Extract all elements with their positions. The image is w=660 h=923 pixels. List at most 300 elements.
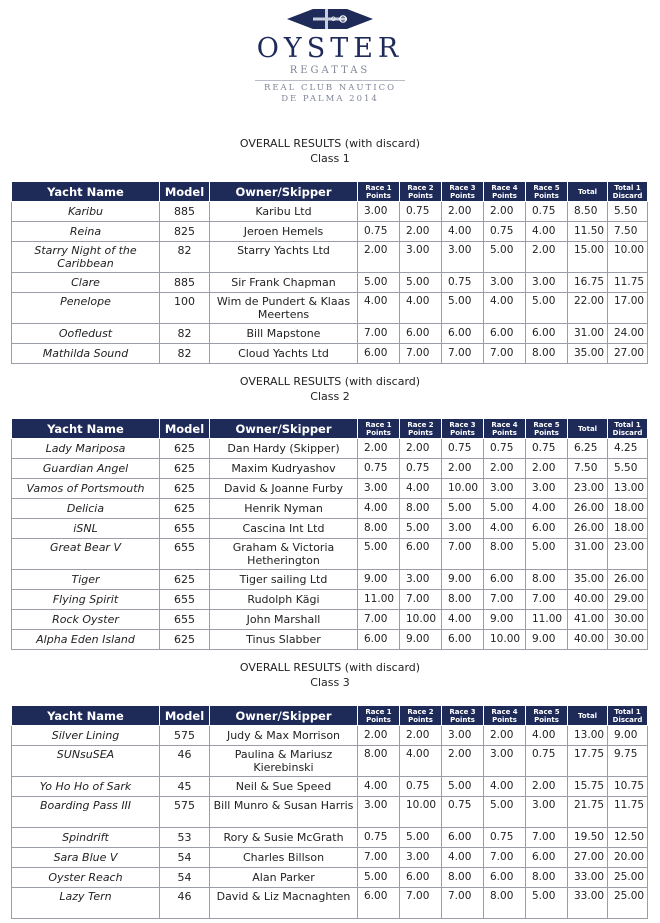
race2-points-cell: 3.00 (400, 570, 442, 590)
owner-skipper-cell: Bill Munro & Susan Harris (210, 797, 358, 828)
column-header-race1-points: Race 1 Points (358, 182, 400, 202)
model-cell: 655 (160, 590, 210, 610)
yacht-name-cell: Penelope (12, 293, 160, 324)
model-cell: 46 (160, 888, 210, 919)
race1-points-cell: 0.75 (358, 222, 400, 242)
race3-points-cell: 7.00 (442, 888, 484, 919)
race3-points-cell: 0.75 (442, 439, 484, 459)
logo-divider (255, 80, 405, 81)
total-discard-cell: 25.00 (608, 868, 648, 888)
total-discard-cell: 12.50 (608, 828, 648, 848)
total-cell: 35.00 (568, 344, 608, 364)
model-cell: 82 (160, 242, 210, 273)
table-row (12, 439, 648, 459)
column-header-total: Total (568, 419, 608, 439)
yacht-name-cell: Mathilda Sound (12, 344, 160, 364)
column-header-race4-points: Race 4 Points (484, 419, 526, 439)
table-row (12, 479, 648, 499)
column-header-race1-points: Race 1 Points (358, 419, 400, 439)
total-discard-cell: 23.00 (608, 539, 648, 570)
race3-points-cell: 5.00 (442, 777, 484, 797)
race3-points-cell: 8.00 (442, 868, 484, 888)
yacht-name-cell: Karibu (12, 202, 160, 222)
total-discard-cell: 4.25 (608, 439, 648, 459)
total-cell: 33.00 (568, 868, 608, 888)
table-row (12, 888, 648, 919)
race2-points-cell: 6.00 (400, 868, 442, 888)
yacht-name-cell: iSNL (12, 519, 160, 539)
total-cell: 41.00 (568, 610, 608, 630)
total-cell: 8.50 (568, 202, 608, 222)
race3-points-cell: 0.75 (442, 273, 484, 293)
total-discard-cell: 26.00 (608, 570, 648, 590)
total-cell: 26.00 (568, 519, 608, 539)
race5-points-cell: 8.00 (526, 570, 568, 590)
race3-points-cell: 4.00 (442, 222, 484, 242)
table-row (12, 539, 648, 570)
table-row (12, 848, 648, 868)
table-row (12, 242, 648, 273)
total-discard-cell: 17.00 (608, 293, 648, 324)
race5-points-cell: 3.00 (526, 273, 568, 293)
race3-points-cell: 2.00 (442, 202, 484, 222)
model-cell: 575 (160, 726, 210, 746)
model-cell: 625 (160, 630, 210, 650)
section-heading-class3 (0, 660, 660, 690)
owner-skipper-cell: Sir Frank Chapman (210, 273, 358, 293)
section-class: Class 1 (310, 152, 350, 165)
race1-points-cell: 8.00 (358, 746, 400, 777)
total-cell: 13.00 (568, 726, 608, 746)
yacht-name-cell: Tiger (12, 570, 160, 590)
total-cell: 15.00 (568, 242, 608, 273)
total-cell: 16.75 (568, 273, 608, 293)
table-row (12, 828, 648, 848)
column-header-total-discard: Total 1 Discard (608, 419, 648, 439)
total-cell: 35.00 (568, 570, 608, 590)
model-cell: 885 (160, 202, 210, 222)
race5-points-cell: 3.00 (526, 479, 568, 499)
column-header-race2-points: Race 2 Points (400, 182, 442, 202)
owner-skipper-cell: David & Liz Macnaghten (210, 888, 358, 919)
total-discard-cell: 29.00 (608, 590, 648, 610)
total-discard-cell: 9.75 (608, 746, 648, 777)
total-discard-cell: 9.00 (608, 726, 648, 746)
section-class: Class 3 (310, 676, 350, 689)
race1-points-cell: 2.00 (358, 242, 400, 273)
model-cell: 655 (160, 539, 210, 570)
race1-points-cell: 8.00 (358, 519, 400, 539)
yacht-name-cell: Lazy Tern (12, 888, 160, 919)
model-cell: 625 (160, 459, 210, 479)
table-row (12, 726, 648, 746)
column-header-model: Model (160, 706, 210, 726)
total-cell: 27.00 (568, 848, 608, 868)
column-header-owner-skipper: Owner/Skipper (210, 419, 358, 439)
race1-points-cell: 2.00 (358, 439, 400, 459)
column-header-model: Model (160, 182, 210, 202)
race4-points-cell: 0.75 (484, 439, 526, 459)
race2-points-cell: 5.00 (400, 519, 442, 539)
owner-skipper-cell: Cascina Int Ltd (210, 519, 358, 539)
race1-points-cell: 5.00 (358, 273, 400, 293)
yacht-name-cell: Silver Lining (12, 726, 160, 746)
race5-points-cell: 11.00 (526, 610, 568, 630)
column-header-yacht-name: Yacht Name (12, 419, 160, 439)
column-header-race2-points: Race 2 Points (400, 706, 442, 726)
column-header-race4-points: Race 4 Points (484, 706, 526, 726)
total-discard-cell: 5.50 (608, 459, 648, 479)
model-cell: 655 (160, 519, 210, 539)
burgee-flag-icon (285, 8, 375, 30)
column-header-total-discard: Total 1 Discard (608, 706, 648, 726)
model-cell: 885 (160, 273, 210, 293)
race3-points-cell: 10.00 (442, 479, 484, 499)
table-header-row (12, 419, 648, 439)
race2-points-cell: 2.00 (400, 222, 442, 242)
race2-points-cell: 5.00 (400, 273, 442, 293)
owner-skipper-cell: Neil & Sue Speed (210, 777, 358, 797)
table-row (12, 293, 648, 324)
column-header-race4-points: Race 4 Points (484, 182, 526, 202)
race5-points-cell: 5.00 (526, 888, 568, 919)
race1-points-cell: 4.00 (358, 293, 400, 324)
yacht-name-cell: Starry Night of the Caribbean (12, 242, 160, 273)
results-table-class2 (11, 418, 648, 650)
yacht-name-cell: Oofledust (12, 324, 160, 344)
column-header-race3-points: Race 3 Points (442, 419, 484, 439)
total-discard-cell: 10.00 (608, 242, 648, 273)
model-cell: 655 (160, 610, 210, 630)
model-cell: 54 (160, 868, 210, 888)
race4-points-cell: 2.00 (484, 202, 526, 222)
race5-points-cell: 5.00 (526, 293, 568, 324)
race2-points-cell: 0.75 (400, 459, 442, 479)
total-discard-cell: 27.00 (608, 344, 648, 364)
race1-points-cell: 5.00 (358, 539, 400, 570)
race5-points-cell: 5.00 (526, 539, 568, 570)
owner-skipper-cell: John Marshall (210, 610, 358, 630)
section-class: Class 2 (310, 390, 350, 403)
owner-skipper-cell: Alan Parker (210, 868, 358, 888)
race2-points-cell: 3.00 (400, 242, 442, 273)
race3-points-cell: 5.00 (442, 499, 484, 519)
race4-points-cell: 6.00 (484, 570, 526, 590)
total-cell: 6.25 (568, 439, 608, 459)
owner-skipper-cell: Bill Mapstone (210, 324, 358, 344)
race5-points-cell: 2.00 (526, 242, 568, 273)
race4-points-cell: 10.00 (484, 630, 526, 650)
race3-points-cell: 7.00 (442, 539, 484, 570)
model-cell: 82 (160, 344, 210, 364)
total-cell: 11.50 (568, 222, 608, 242)
column-header-race2-points: Race 2 Points (400, 419, 442, 439)
owner-skipper-cell: Paulina & Mariusz Kierebinski (210, 746, 358, 777)
owner-skipper-cell: Rory & Susie McGrath (210, 828, 358, 848)
total-cell: 40.00 (568, 590, 608, 610)
race2-points-cell: 4.00 (400, 293, 442, 324)
venue-line: REAL CLUB NAUTICO (263, 83, 397, 93)
race1-points-cell: 6.00 (358, 630, 400, 650)
race5-points-cell: 7.00 (526, 590, 568, 610)
race4-points-cell: 3.00 (484, 273, 526, 293)
race1-points-cell: 0.75 (358, 828, 400, 848)
total-cell: 31.00 (568, 324, 608, 344)
race4-points-cell: 6.00 (484, 324, 526, 344)
total-cell: 7.50 (568, 459, 608, 479)
race5-points-cell: 9.00 (526, 630, 568, 650)
race4-points-cell: 0.75 (484, 222, 526, 242)
yacht-name-cell: Great Bear V (12, 539, 160, 570)
race5-points-cell: 7.00 (526, 828, 568, 848)
total-discard-cell: 25.00 (608, 888, 648, 919)
race3-points-cell: 3.00 (442, 726, 484, 746)
table-row (12, 202, 648, 222)
race5-points-cell: 6.00 (526, 848, 568, 868)
column-header-total-discard: Total 1 Discard (608, 182, 648, 202)
race1-points-cell: 4.00 (358, 777, 400, 797)
column-header-race5-points: Race 5 Points (526, 419, 568, 439)
section-heading-class1 (0, 136, 660, 166)
year-line: DE PALMA 2014 (281, 94, 379, 104)
model-cell: 45 (160, 777, 210, 797)
table-row (12, 570, 648, 590)
total-cell: 33.00 (568, 888, 608, 919)
race4-points-cell: 5.00 (484, 499, 526, 519)
total-discard-cell: 30.00 (608, 630, 648, 650)
race2-points-cell: 5.00 (400, 828, 442, 848)
owner-skipper-cell: Charles Billson (210, 848, 358, 868)
model-cell: 46 (160, 746, 210, 777)
race3-points-cell: 8.00 (442, 590, 484, 610)
owner-skipper-cell: Tinus Slabber (210, 630, 358, 650)
race4-points-cell: 7.00 (484, 590, 526, 610)
column-header-owner-skipper: Owner/Skipper (210, 182, 358, 202)
column-header-model: Model (160, 419, 210, 439)
column-header-race1-points: Race 1 Points (358, 706, 400, 726)
race2-points-cell: 2.00 (400, 726, 442, 746)
race5-points-cell: 0.75 (526, 439, 568, 459)
total-cell: 19.50 (568, 828, 608, 848)
total-discard-cell: 20.00 (608, 848, 648, 868)
section-title: OVERALL RESULTS (with discard) (239, 661, 421, 674)
table-row (12, 519, 648, 539)
race3-points-cell: 3.00 (442, 519, 484, 539)
race1-points-cell: 7.00 (358, 324, 400, 344)
total-cell: 23.00 (568, 479, 608, 499)
column-header-race5-points: Race 5 Points (526, 706, 568, 726)
table-row (12, 746, 648, 777)
yacht-name-cell: SUNsuSEA (12, 746, 160, 777)
race5-points-cell: 8.00 (526, 868, 568, 888)
race2-points-cell: 4.00 (400, 479, 442, 499)
total-cell: 21.75 (568, 797, 608, 828)
column-header-race3-points: Race 3 Points (442, 182, 484, 202)
owner-skipper-cell: Starry Yachts Ltd (210, 242, 358, 273)
table-row (12, 459, 648, 479)
race1-points-cell: 11.00 (358, 590, 400, 610)
results-table-class1 (11, 181, 648, 364)
results-table-class3 (11, 705, 648, 919)
owner-skipper-cell: Jeroen Hemels (210, 222, 358, 242)
table-header-row (12, 182, 648, 202)
total-discard-cell: 24.00 (608, 324, 648, 344)
owner-skipper-cell: Graham & Victoria Hetherington (210, 539, 358, 570)
total-discard-cell: 11.75 (608, 273, 648, 293)
race5-points-cell: 6.00 (526, 519, 568, 539)
owner-skipper-cell: Dan Hardy (Skipper) (210, 439, 358, 459)
table-header-row (12, 706, 648, 726)
model-cell: 575 (160, 797, 210, 828)
total-cell: 22.00 (568, 293, 608, 324)
race4-points-cell: 4.00 (484, 293, 526, 324)
race4-points-cell: 7.00 (484, 344, 526, 364)
total-discard-cell: 7.50 (608, 222, 648, 242)
race5-points-cell: 0.75 (526, 746, 568, 777)
owner-skipper-cell: Tiger sailing Ltd (210, 570, 358, 590)
race2-points-cell: 7.00 (400, 590, 442, 610)
table-row (12, 590, 648, 610)
yacht-name-cell: Rock Oyster (12, 610, 160, 630)
owner-skipper-cell: Cloud Yachts Ltd (210, 344, 358, 364)
total-discard-cell: 10.75 (608, 777, 648, 797)
race3-points-cell: 0.75 (442, 797, 484, 828)
owner-skipper-cell: David & Joanne Furby (210, 479, 358, 499)
race4-points-cell: 5.00 (484, 242, 526, 273)
race5-points-cell: 4.00 (526, 726, 568, 746)
race2-points-cell: 0.75 (400, 202, 442, 222)
race4-points-cell: 2.00 (484, 726, 526, 746)
table-row (12, 797, 648, 828)
race1-points-cell: 9.00 (358, 570, 400, 590)
total-cell: 15.75 (568, 777, 608, 797)
model-cell: 825 (160, 222, 210, 242)
race5-points-cell: 8.00 (526, 344, 568, 364)
race3-points-cell: 5.00 (442, 293, 484, 324)
race2-points-cell: 3.00 (400, 848, 442, 868)
total-discard-cell: 18.00 (608, 519, 648, 539)
race3-points-cell: 3.00 (442, 242, 484, 273)
race3-points-cell: 7.00 (442, 344, 484, 364)
column-header-race5-points: Race 5 Points (526, 182, 568, 202)
race1-points-cell: 0.75 (358, 459, 400, 479)
total-discard-cell: 18.00 (608, 499, 648, 519)
race4-points-cell: 4.00 (484, 519, 526, 539)
svg-text:O: O (331, 16, 336, 23)
table-row (12, 222, 648, 242)
race4-points-cell: 8.00 (484, 539, 526, 570)
total-discard-cell: 13.00 (608, 479, 648, 499)
race5-points-cell: 4.00 (526, 499, 568, 519)
race5-points-cell: 6.00 (526, 324, 568, 344)
race1-points-cell: 6.00 (358, 888, 400, 919)
yacht-name-cell: Clare (12, 273, 160, 293)
race5-points-cell: 2.00 (526, 777, 568, 797)
model-cell: 100 (160, 293, 210, 324)
owner-skipper-cell: Karibu Ltd (210, 202, 358, 222)
model-cell: 625 (160, 479, 210, 499)
yacht-name-cell: Flying Spirit (12, 590, 160, 610)
yacht-name-cell: Spindrift (12, 828, 160, 848)
race4-points-cell: 5.00 (484, 797, 526, 828)
race5-points-cell: 2.00 (526, 459, 568, 479)
owner-skipper-cell: Henrik Nyman (210, 499, 358, 519)
race3-points-cell: 2.00 (442, 746, 484, 777)
yacht-name-cell: Sara Blue V (12, 848, 160, 868)
race1-points-cell: 6.00 (358, 344, 400, 364)
owner-skipper-cell: Rudolph Kägi (210, 590, 358, 610)
yacht-name-cell: Oyster Reach (12, 868, 160, 888)
owner-skipper-cell: Wim de Pundert & Klaas Meertens (210, 293, 358, 324)
yacht-name-cell: Reina (12, 222, 160, 242)
race3-points-cell: 6.00 (442, 324, 484, 344)
race1-points-cell: 4.00 (358, 499, 400, 519)
race4-points-cell: 7.00 (484, 848, 526, 868)
race2-points-cell: 0.75 (400, 777, 442, 797)
race2-points-cell: 10.00 (400, 610, 442, 630)
race3-points-cell: 2.00 (442, 459, 484, 479)
total-cell: 26.00 (568, 499, 608, 519)
race1-points-cell: 2.00 (358, 726, 400, 746)
total-discard-cell: 5.50 (608, 202, 648, 222)
race1-points-cell: 3.00 (358, 479, 400, 499)
column-header-race3-points: Race 3 Points (442, 706, 484, 726)
race3-points-cell: 9.00 (442, 570, 484, 590)
yacht-name-cell: Lady Mariposa (12, 439, 160, 459)
column-header-yacht-name: Yacht Name (12, 182, 160, 202)
race2-points-cell: 2.00 (400, 439, 442, 459)
race4-points-cell: 0.75 (484, 828, 526, 848)
race2-points-cell: 4.00 (400, 746, 442, 777)
total-discard-cell: 30.00 (608, 610, 648, 630)
regatta-logo (0, 8, 660, 105)
brand-name: OYSTER (256, 33, 404, 64)
race2-points-cell: 6.00 (400, 324, 442, 344)
section-title: OVERALL RESULTS (with discard) (239, 137, 421, 150)
total-cell: 17.75 (568, 746, 608, 777)
table-row (12, 324, 648, 344)
race2-points-cell: 9.00 (400, 630, 442, 650)
model-cell: 625 (160, 499, 210, 519)
yacht-name-cell: Boarding Pass III (12, 797, 160, 828)
section-heading-class2 (0, 374, 660, 404)
model-cell: 53 (160, 828, 210, 848)
column-header-total: Total (568, 706, 608, 726)
table-row (12, 630, 648, 650)
race5-points-cell: 3.00 (526, 797, 568, 828)
race3-points-cell: 6.00 (442, 828, 484, 848)
race4-points-cell: 2.00 (484, 459, 526, 479)
race1-points-cell: 3.00 (358, 202, 400, 222)
race1-points-cell: 5.00 (358, 868, 400, 888)
yacht-name-cell: Guardian Angel (12, 459, 160, 479)
race1-points-cell: 7.00 (358, 848, 400, 868)
table-row (12, 610, 648, 630)
race2-points-cell: 6.00 (400, 539, 442, 570)
race3-points-cell: 4.00 (442, 848, 484, 868)
table-row (12, 499, 648, 519)
race2-points-cell: 10.00 (400, 797, 442, 828)
total-cell: 40.00 (568, 630, 608, 650)
race5-points-cell: 0.75 (526, 202, 568, 222)
column-header-owner-skipper: Owner/Skipper (210, 706, 358, 726)
yacht-name-cell: Delicia (12, 499, 160, 519)
race3-points-cell: 4.00 (442, 610, 484, 630)
total-discard-cell: 11.75 (608, 797, 648, 828)
race2-points-cell: 8.00 (400, 499, 442, 519)
yacht-name-cell: Vamos of Portsmouth (12, 479, 160, 499)
table-row (12, 868, 648, 888)
